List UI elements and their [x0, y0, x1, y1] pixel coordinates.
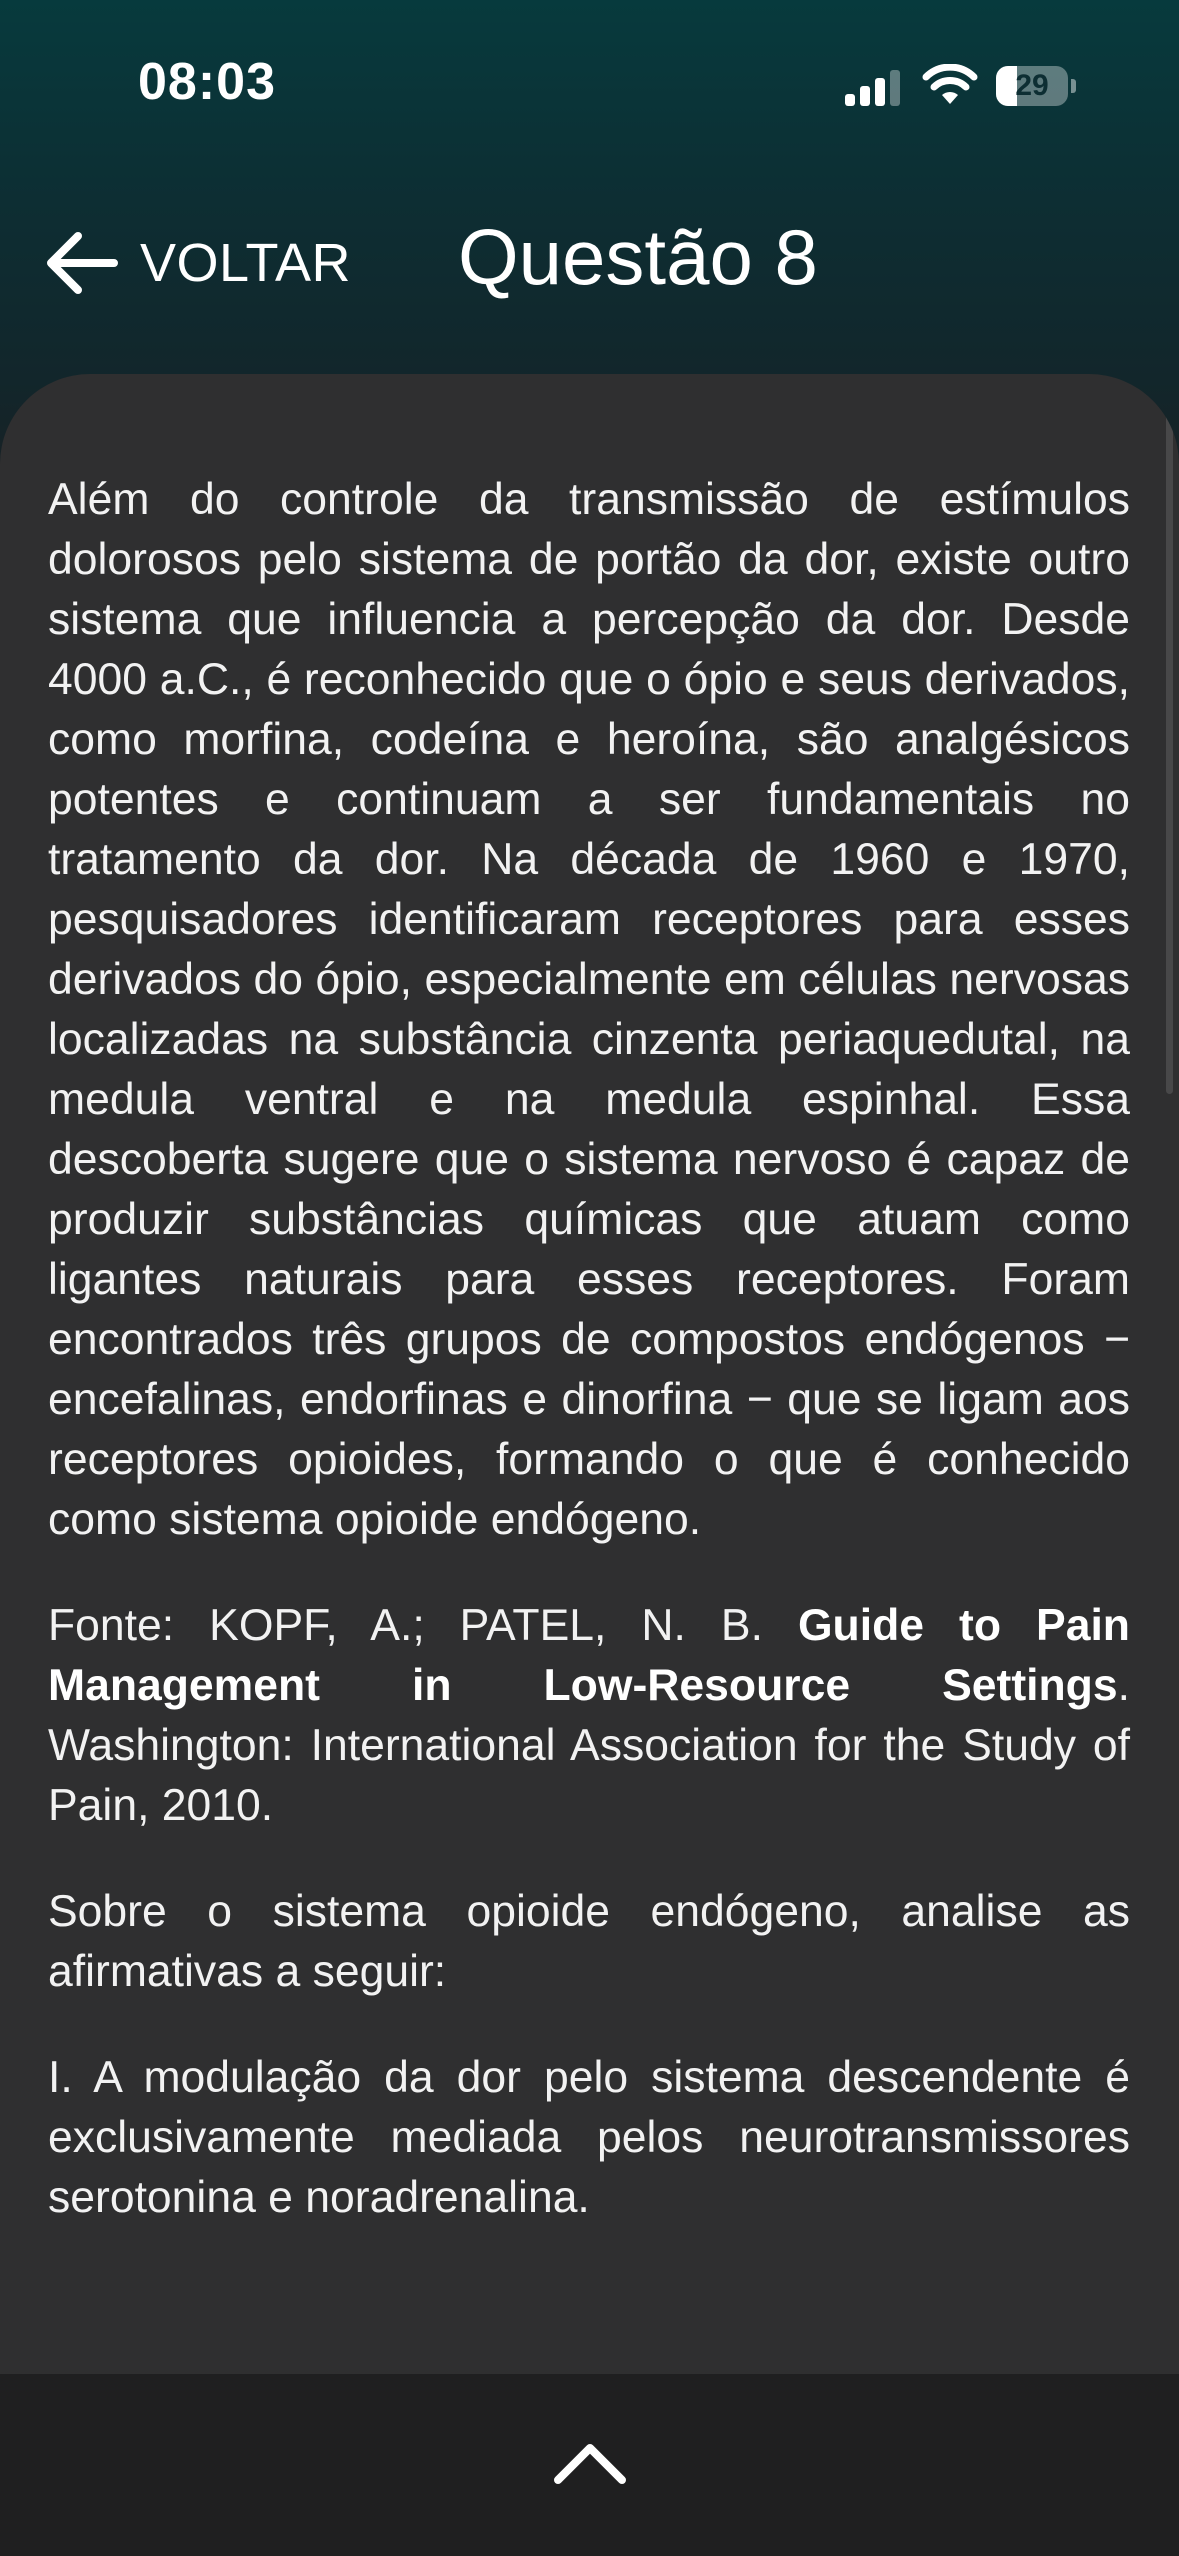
battery-level: 29: [1015, 69, 1049, 102]
scrollbar[interactable]: [1166, 374, 1173, 1094]
question-text: [48, 470, 1130, 2274]
back-button[interactable]: [44, 218, 351, 308]
header: [0, 190, 1179, 330]
source-citation: [48, 1596, 1130, 1836]
battery-cap: [1071, 79, 1076, 93]
status-time: 08:03: [138, 53, 276, 111]
question-content-card[interactable]: [0, 374, 1179, 2374]
battery-body: [996, 66, 1068, 106]
back-label: VOLTAR: [140, 233, 352, 293]
wifi-icon: [922, 64, 978, 108]
status-bar: [0, 0, 1179, 170]
arrow-left-icon: [44, 230, 118, 296]
question-paragraph: Além do controle da transmissão de estímulos dolorosos pelo sistema de portão da dor, existe outro sistema que influencia a percepção da dor. Desde 4000 a.C., é reconhecido que o ópio e seus derivados, como morfina, codeína e heroína, são analgésicos potentes e continuam a ser fundamentais no tratamento da dor. Na década de 1960 e 1970, pesquisadores identificaram receptores para esses derivados do ópio, especialmente em células nervosas localizadas na substância cinzenta periaquedutal, na medula ventral e na medula espinhal. Essa descoberta sugere que o sistema nervoso é capaz de produzir substâncias químicas que atuam como ligantes naturais para esses receptores. Foram encontrados três grupos de compostos endógenos − encefalinas, endorfinas e dinorfina − que se ligam aos receptores opioides, formando o que é conhecido como sistema opioide endógeno.: [48, 475, 1130, 1544]
question-prompt: Sobre o sistema opioide endógeno, analise as afirmativas a seguir:: [48, 1887, 1130, 1996]
statement-item: I. A modulação da dor pelo sistema descendente é exclusivamente mediada pelos neurotransmissores serotonina e noradrenalina.: [48, 2053, 1130, 2222]
battery-icon: [996, 66, 1076, 106]
cellular-signal-icon: [845, 70, 903, 106]
page-title: Questão 8: [458, 213, 818, 301]
source-prefix: Fonte: KOPF, A.; PATEL, N. B.: [48, 1601, 763, 1650]
source-title: Guide to Pain Management in Low-Resource Settings: [48, 1601, 1130, 1710]
chevron-up-icon[interactable]: [550, 2432, 630, 2492]
bottom-bar: [0, 2374, 1179, 2556]
source-suffix: . Washington: International Association for the Study of Pain, 2010.: [48, 1661, 1130, 1830]
